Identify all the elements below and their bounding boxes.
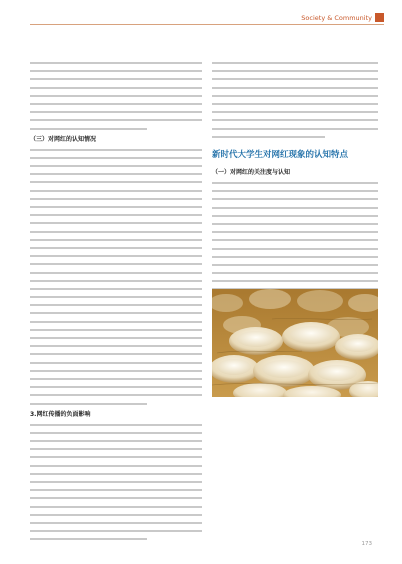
text-line-placeholder [30,181,202,183]
text-line-placeholder [30,514,202,516]
text-line-placeholder [212,62,378,64]
text-line-placeholder [30,321,202,323]
text-line-placeholder [30,345,202,347]
text-line-placeholder [30,280,202,282]
text-line-placeholder [30,440,202,442]
text-line-placeholder [30,78,202,80]
text-line-placeholder [30,95,202,97]
text-line-placeholder [30,62,202,64]
section-title: 新时代大学生对网红现象的认知特点 [212,150,349,160]
text-line-placeholder [212,256,378,258]
text-line-placeholder [30,329,202,331]
text-line-placeholder [30,473,202,475]
text-line-placeholder [30,448,202,450]
text-line-placeholder [30,231,202,233]
text-line-placeholder [30,424,202,426]
left-text-column [30,62,202,547]
text-line-placeholder [30,530,202,532]
text-line-placeholder [212,215,378,217]
text-line-placeholder [212,111,378,113]
text-line-placeholder [30,214,202,216]
text-line-placeholder [212,198,378,200]
header-mark [375,13,384,22]
header-section-label: Society & Community [301,14,372,22]
text-line-placeholder [30,190,202,192]
text-line-placeholder [212,182,378,184]
text-line-placeholder [30,456,202,458]
text-line-placeholder [30,173,202,175]
text-line-placeholder [30,70,202,72]
text-line-placeholder [30,288,202,290]
text-line-placeholder [30,538,147,540]
text-line-placeholder [30,165,202,167]
text-line-placeholder [212,119,378,121]
text-line-placeholder [212,87,378,89]
text-line-placeholder [30,353,202,355]
text-line-placeholder [30,119,202,121]
text-line-placeholder [30,403,147,405]
text-line-placeholder [30,149,202,151]
text-line-placeholder [30,378,202,380]
text-line-placeholder [30,465,202,467]
text-line-placeholder [212,248,378,250]
text-line-placeholder [30,103,202,105]
text-line-placeholder [30,304,202,306]
text-line-placeholder [212,190,378,192]
left-subheading-1: （三）对网红的认知情况 [30,135,97,143]
text-line-placeholder [30,247,202,249]
text-line-placeholder [30,222,202,224]
text-line-placeholder [30,522,202,524]
right-text-column-lower [212,166,378,305]
text-line-placeholder [212,280,378,282]
text-line-placeholder [212,264,378,266]
text-line-placeholder [30,337,202,339]
text-line-placeholder [30,263,202,265]
text-line-placeholder [212,136,325,138]
text-line-placeholder [30,432,202,434]
right-subheading-1: （一）对网红的关注度与认知 [212,169,291,176]
text-line-placeholder [30,111,202,113]
text-line-placeholder [30,489,202,491]
text-line-placeholder [212,95,378,97]
text-line-placeholder [212,223,378,225]
stacked-bowls-photo [212,289,378,397]
text-line-placeholder [212,128,378,130]
left-subheading-2: 3.网红传播的负面影响 [30,410,91,418]
text-line-placeholder [30,255,202,257]
text-line-placeholder [30,362,202,364]
text-line-placeholder [30,128,147,130]
text-line-placeholder [212,239,378,241]
text-line-placeholder [30,206,202,208]
text-line-placeholder [30,157,202,159]
text-line-placeholder [30,312,202,314]
text-line-placeholder [212,207,378,209]
page-footer: 173 [361,541,372,547]
right-text-column [212,62,378,144]
text-line-placeholder [30,272,202,274]
text-line-placeholder [30,198,202,200]
text-line-placeholder [212,103,378,105]
header-rule [30,24,384,25]
text-line-placeholder [212,78,378,80]
page-header [0,0,402,28]
text-line-placeholder [30,296,202,298]
text-line-placeholder [30,506,202,508]
text-line-placeholder [30,386,202,388]
text-line-placeholder [212,272,378,274]
text-line-placeholder [212,231,378,233]
text-line-placeholder [30,497,202,499]
text-line-placeholder [30,370,202,372]
text-line-placeholder [30,481,202,483]
text-line-placeholder [30,239,202,241]
text-line-placeholder [30,394,202,396]
text-line-placeholder [212,70,378,72]
text-line-placeholder [30,87,202,89]
